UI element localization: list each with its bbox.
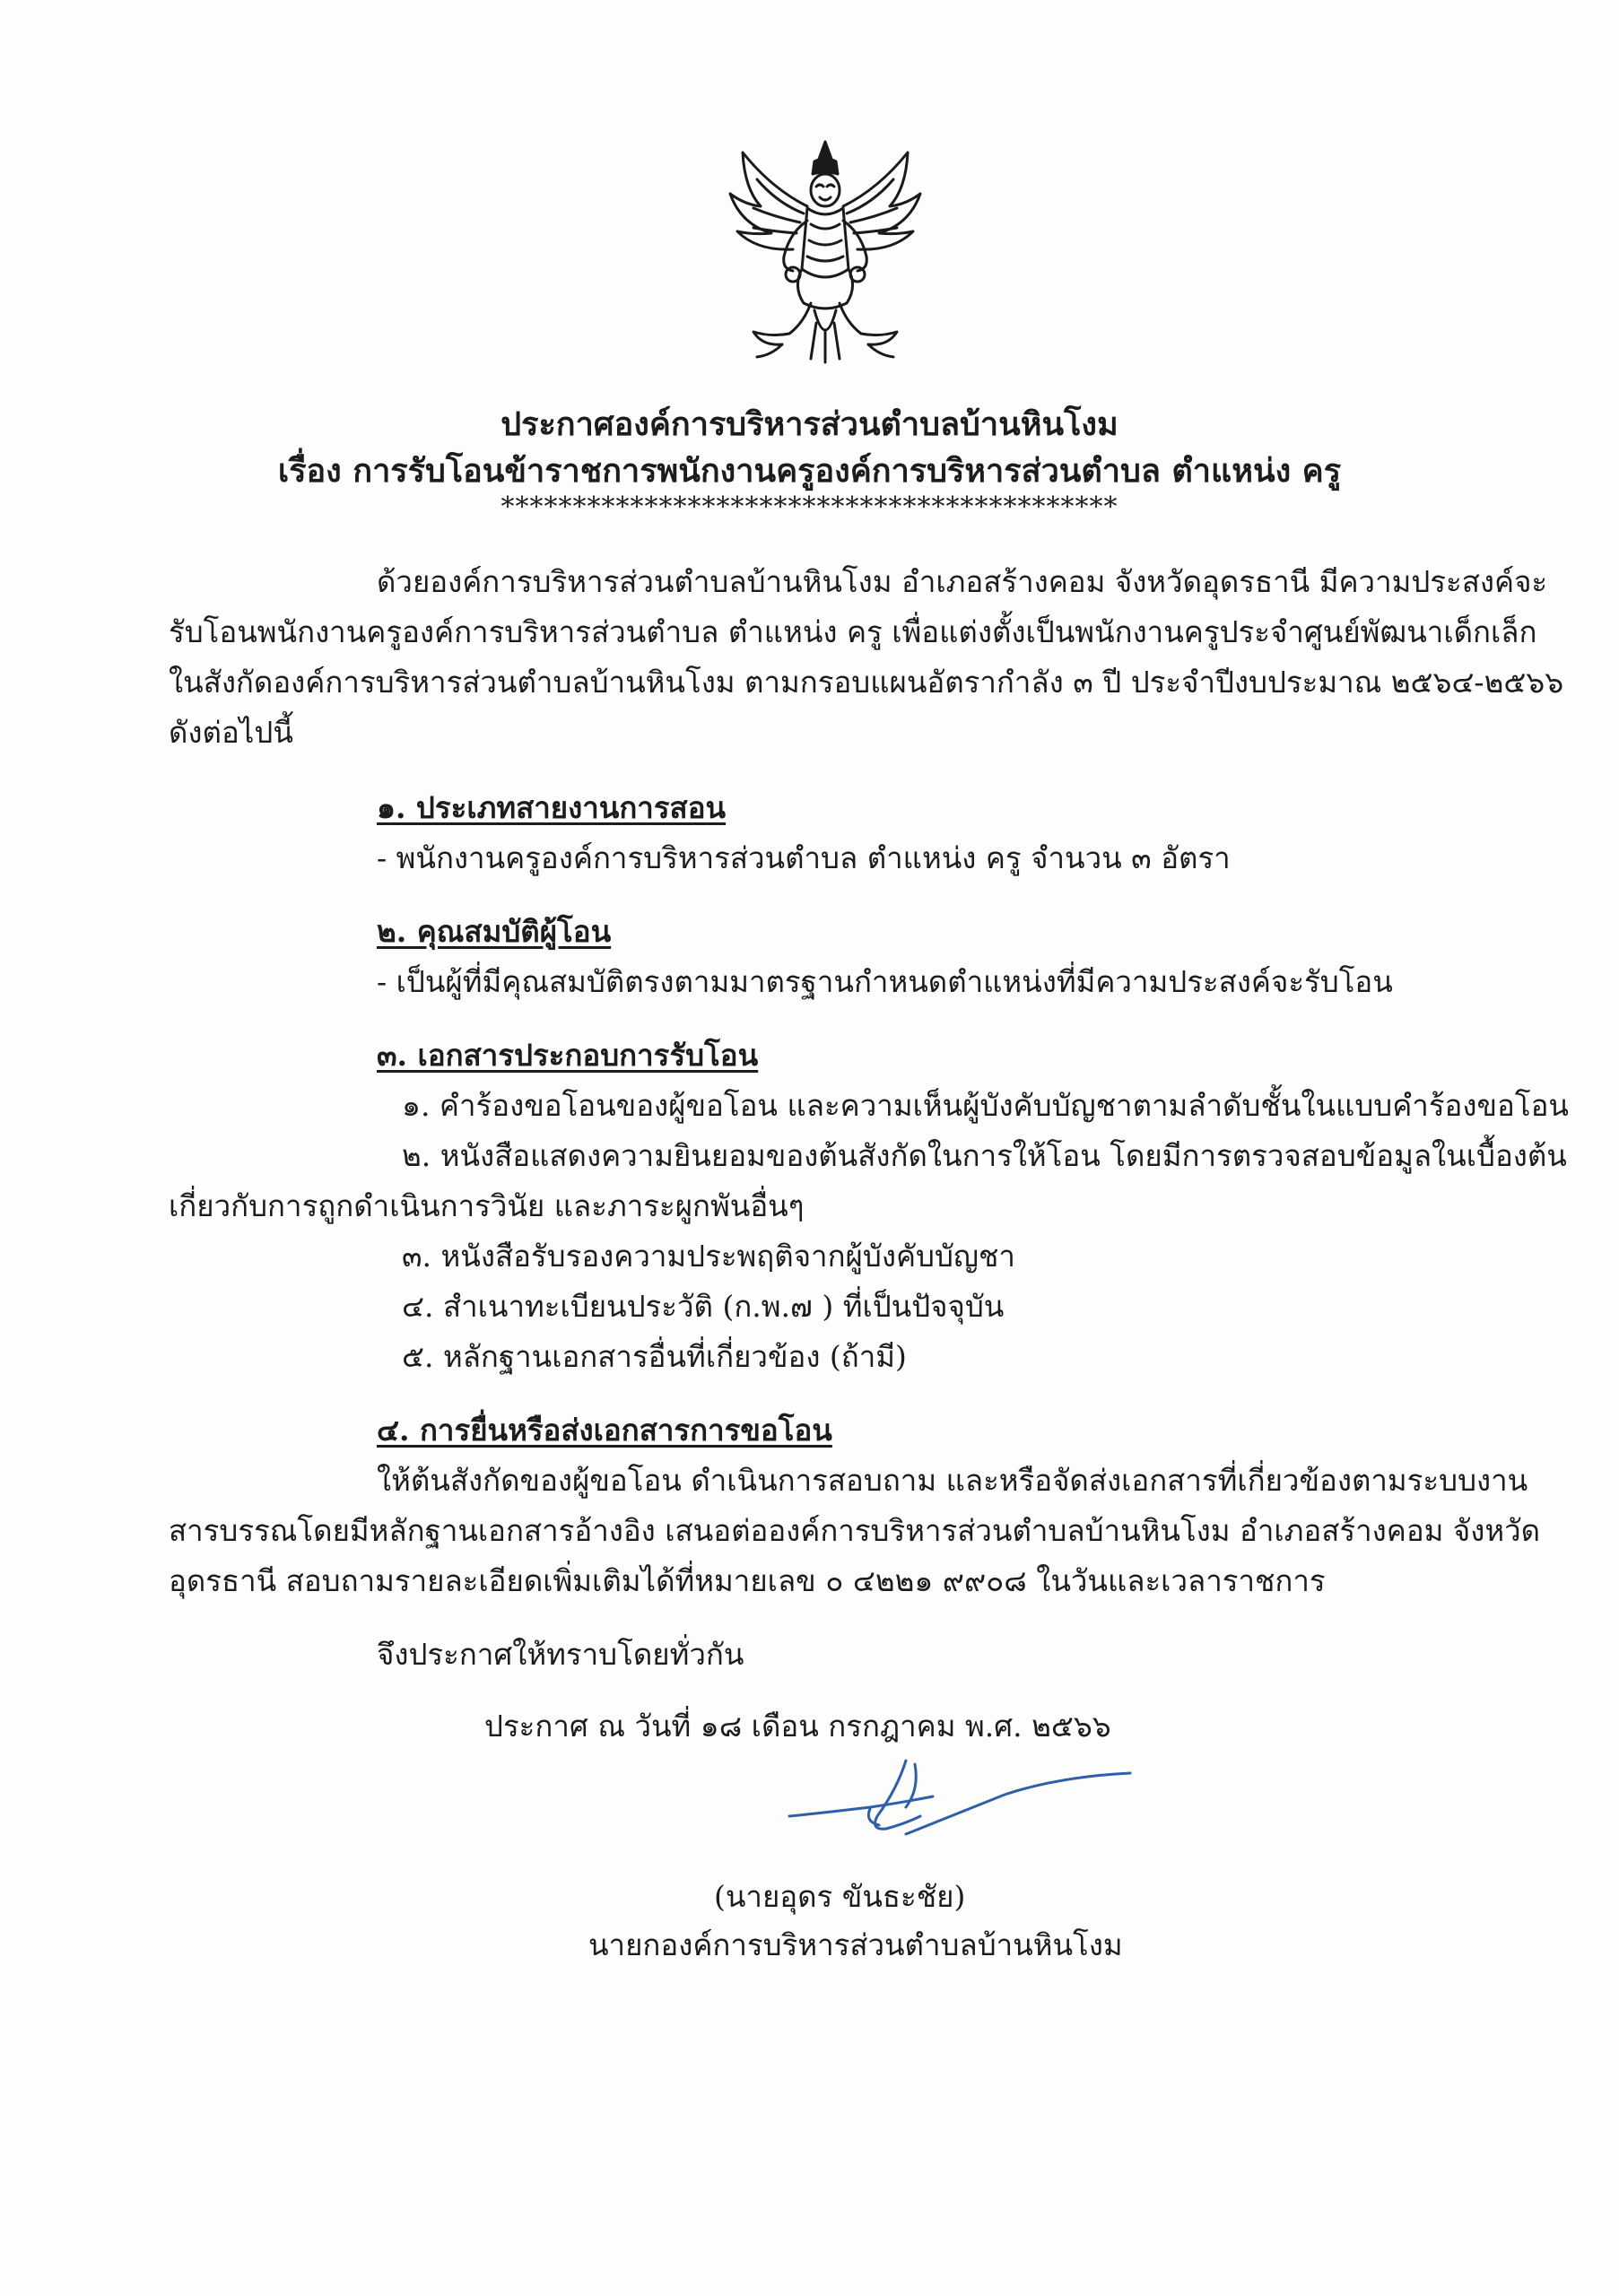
intro-line-4: ดังต่อไปนี้ [169,715,293,750]
section-3-item-2b: เกี่ยวกับการถูกดำเนินการวินัย และภาระผูกพันอื่นๆ [169,1188,805,1223]
signer-position: นายกองค์การบริหารส่วนตำบลบ้านหินโงม [588,1927,1123,1962]
handwritten-signature-icon [771,1753,1148,1852]
signer-name: (นายอุดร ขันธะชัย) [714,1879,966,1914]
section-3-item-5: ๕. หลักฐานเอกสารอื่นที่เกี่ยวข้อง (ถ้ามี) [402,1339,907,1374]
section-4-line-1: ให้ต้นสังกัดของผู้ขอโอน ดำเนินการสอบถาม และหรือจัดส่งเอกสารที่เกี่ยวข้องตามระบบงาน [377,1463,1528,1498]
garuda-emblem-icon [718,135,933,368]
section-1-heading: ๑. ประเภทสายงานการสอน [377,790,727,825]
section-2-item: - เป็นผู้ที่มีคุณสมบัติตรงตามมาตรฐานกำหนดตำแหน่งที่มีความประสงค์จะรับโอน [377,964,1393,999]
announcement-date: ประกาศ ณ วันที่ ๑๘ เดือน กรกฎาคม พ.ศ. ๒๕๖๖ [484,1709,1111,1744]
section-4-heading: ๔. การยื่นหรือส่งเอกสารการขอโอน [377,1413,832,1448]
section-3-heading: ๓. เอกสารประกอบการรับโอน [377,1038,759,1073]
intro-line-2: รับโอนพนักงานครูองค์การบริหารส่วนตำบล ตำแหน่ง ครู เพื่อแต่งตั้งเป็นพนักงานครูประจำศูนย์พัฒนาเด็กเล็ก [169,614,1537,649]
section-3-item-2a: ๒. หนังสือแสดงความยินยอมของต้นสังกัดในการให้โอน โดยมีการตรวจสอบข้อมูลในเบื้องต้น [402,1138,1567,1173]
section-3-item-4: ๔. สำเนาทะเบียนประวัติ (ก.พ.๗ ) ที่เป็นปัจจุบัน [402,1289,1005,1324]
intro-line-1: ด้วยองค์การบริหารส่วนตำบลบ้านหินโงม อำเภอสร้างคอม จังหวัดอุดรธานี มีความประสงค์จะ [377,564,1548,599]
announcement-subject: เรื่อง การรับโอนข้าราชการพนักงานครูองค์การบริหารส่วนตำบล ตำแหน่ง ครู [277,452,1342,490]
section-3-item-3: ๓. หนังสือรับรองความประพฤติจากผู้บังคับบัญชา [402,1239,1015,1274]
announcement-title: ประกาศองค์การบริหารส่วนตำบลบ้านหินโงม [500,405,1119,443]
section-2-heading: ๒. คุณสมบัติผู้โอน [377,914,612,949]
intro-line-3: ในสังกัดองค์การบริหารส่วนตำบลบ้านหินโงม ตามกรอบแผนอัตรากำลัง ๓ ปี ประจำปีงบประมาณ ๒๕๖๔-๒๕๖๖ [169,665,1564,700]
section-4-line-2: สารบรรณโดยมีหลักฐานเอกสารอ้างอิง เสนอต่อองค์การบริหารส่วนตำบลบ้านหินโงม อำเภอสร้างคอม จังหวัด [169,1513,1541,1548]
closing-statement: จึงประกาศให้ทราบโดยทั่วกัน [377,1637,744,1672]
section-1-item: - พนักงานครูองค์การบริหารส่วนตำบล ตำแหน่ง ครู จำนวน ๓ อัตรา [377,840,1231,875]
star-divider: ******************************************* [500,491,1119,523]
section-3-item-1: ๑. คำร้องขอโอนของผู้ขอโอน และความเห็นผู้บังคับบัญชาตามลำดับชั้นในแบบคำร้องขอโอน [402,1088,1569,1123]
section-4-line-3: อุดรธานี สอบถามรายละเอียดเพิ่มเติมได้ที่หมายเลข ๐ ๔๒๒๑ ๙๙๐๘ ในวันและเวลาราชการ [169,1563,1326,1598]
